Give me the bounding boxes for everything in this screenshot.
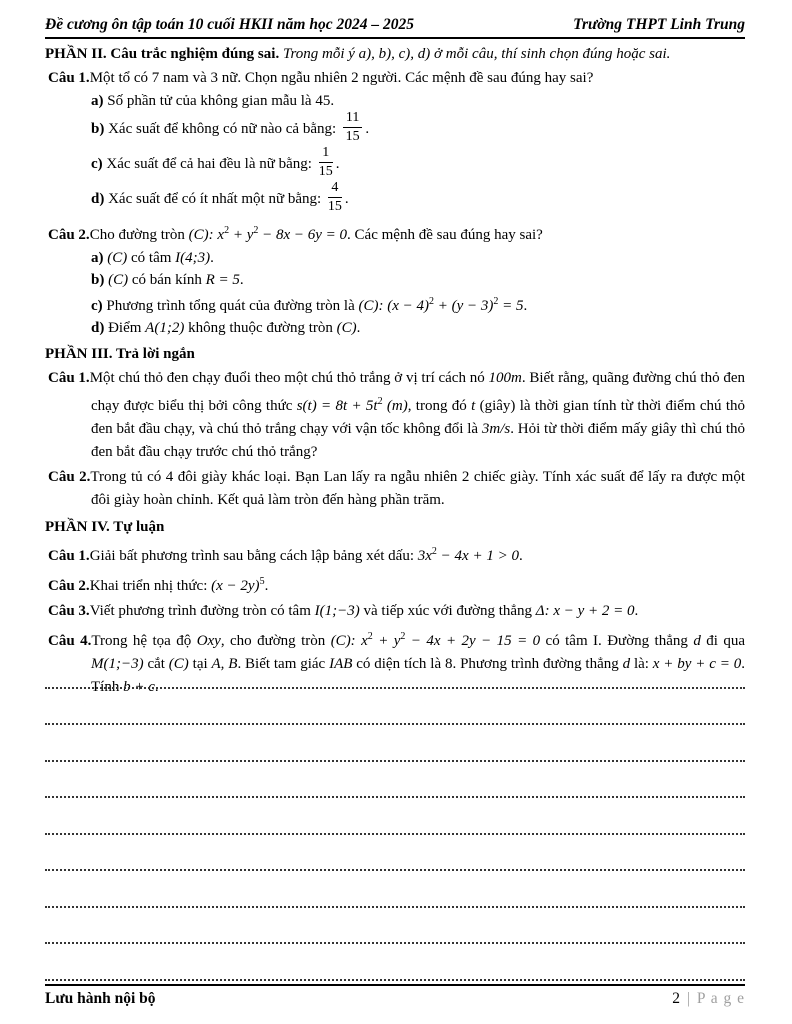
part2-question-1-c [91,147,745,182]
text-run: Một tổ có 7 nam và 3 nữ. Chọn ngẫu nhiên 2 người. Các mệnh đề sau đúng hay sai? [89,70,594,86]
text-run: A(1;2) [145,320,185,336]
text-run: Câu 2. [48,227,90,243]
footer-note: Lưu hành nội bộ [45,990,156,1007]
text-run: Giải bất phương trình sau bằng cách lập bảng xét dấu: [89,548,418,564]
text-run: Xác suất để cả hai đều là nữ bằng: [106,155,316,172]
fraction [343,110,362,145]
text-run: 2 [377,396,383,407]
text-run: Điểm [108,320,146,336]
text-run: có tâm [127,250,176,266]
text-run: . [634,603,639,619]
text-run: , trong đó [407,398,472,414]
text-run: − 4x + 2y − 15 = 0 [405,633,541,649]
text-run: Câu 3. [48,603,90,619]
text-run: − 8x − 6y = 0 [258,227,348,243]
text-run: Khai triển nhị thức: [89,578,212,594]
text-run: Phương trình tổng quát của đường tròn là [106,298,359,314]
text-run: (x − 2y) [211,578,260,594]
text-run: c) [91,298,107,314]
text-run: PHẦN II. Câu trắc nghiệm đúng sai. [45,46,283,62]
text-run: Trong tủ có 4 đôi giày khác loại. Bạn Lan lấy ra ngẫu nhiên 2 chiếc giày. Tính xác suất để lấy ra được một đôi giày hoàn chỉnh. Kết quả làm tròn đến hàng phần trăm. [90,469,745,508]
text-run: 2 [367,631,373,642]
text-run: Viết phương trình đường tròn có tâm [89,603,315,619]
text-run: (C) [108,272,129,288]
text-run: Oxy [196,633,221,649]
text-run: R = 5 [205,272,240,288]
text-run: 2 [224,225,230,236]
text-run: IAB [329,656,353,672]
part2-question-2 [45,219,745,247]
page-number: 2 [672,990,680,1007]
text-run: . [518,548,523,564]
text-run: (C): (x − 4) [358,298,430,314]
text-run: 2 [431,546,437,557]
text-run: M(1;−3) [91,656,144,672]
header-school: Trường THPT Linh Trung [573,16,745,33]
fraction-denominator: 15 [345,129,360,144]
text-run: đi qua [700,633,745,649]
text-run: (C) [336,320,357,336]
text-run: . [210,250,214,266]
part2-question-2-a [91,247,745,269]
text-run: d) [91,320,109,336]
text-run: (C): x [188,227,225,243]
text-run: d) [91,190,109,207]
text-run: , cho đường tròn [220,633,331,649]
text-run: Xác suất để có ít nhất một nữ bằng: [108,190,325,207]
text-run: b) [91,120,109,137]
text-run: Câu 1. [48,548,90,564]
part2-question-1 [45,67,745,90]
text-run: d [622,656,631,672]
page-header [45,16,745,39]
text-run: d [693,633,701,649]
part4-question-2 [45,570,745,598]
text-run: I(4;3) [175,250,211,266]
text-run: cắt [143,656,169,672]
fraction-numerator: 11 [343,110,362,128]
text-run: 5 [259,576,265,587]
text-run: 100m [488,370,522,386]
text-run: Cho đường tròn [89,227,189,243]
text-run: Câu 2. [48,578,90,594]
part2-question-2-c [91,291,745,317]
fraction-numerator: 1 [319,145,333,163]
part4-question-3 [45,600,745,623]
text-run: (C) [168,656,189,672]
text-run: A, B [211,656,238,672]
document-body [45,44,745,699]
text-run: (C): x [330,633,368,649]
footer-page-indicator [672,990,745,1008]
text-run: Số phần tử của không gian mẫu là 45. [107,93,335,109]
text-run: . [365,120,370,137]
text-run: có tâm I. Đường thẳng [540,633,694,649]
text-run: b) [91,272,109,288]
text-run: 2 [493,296,499,307]
text-run: + y [229,227,254,243]
text-run: x + by + c = 0 [652,656,742,672]
answer-line [45,762,745,799]
text-run: + y [372,633,401,649]
text-run: 2 [253,225,259,236]
text-run: c) [91,155,107,172]
text-run: . [239,272,244,288]
fraction-denominator: 15 [318,164,333,179]
answer-line [45,944,745,981]
part3-heading [45,344,745,365]
text-run: PHẦN III. Trả lời ngắn [45,346,195,362]
part3-question-1 [45,367,745,464]
text-run: a) [91,250,108,266]
text-run: có diện tích là 8. Phương trình đường thẳng [352,656,623,672]
fraction [319,145,333,180]
fraction [328,180,342,215]
text-run: Câu 1. [48,370,90,386]
text-run: . Biết rằng, quãng đường chú thỏ đen chạy được biểu thị bởi công thức [91,370,745,414]
text-run: I(1;−3) [314,603,360,619]
answer-line [45,689,745,726]
text-run: Trong mỗi ý a), b), c), d) ở mỗi câu, thí sinh chọn đúng hoặc sai. [282,46,671,62]
text-run: . Biết tam giác [237,656,330,672]
text-run: b + c [123,679,155,695]
text-run: và tiếp xúc với đường thẳng [359,603,536,619]
text-run: − 4x + 1 > 0 [436,548,519,564]
text-run: không thuộc đường tròn [184,320,337,336]
text-run: . Hỏi từ thời điểm mấy giây thì chú thỏ đen bắt đầu chạy trước chú thỏ trắng? [91,421,745,460]
page-footer [45,984,745,1008]
text-run: = 5 [498,298,524,314]
header-title: Đề cương ôn tập toán 10 cuối HKII năm học 2024 – 2025 [45,16,414,33]
text-run: t [471,398,476,414]
text-run: . [344,190,349,207]
part4-heading [45,517,745,538]
text-run: a) [91,93,108,109]
answer-line [45,798,745,835]
part3-question-2 [45,466,745,512]
part2-question-1-a [91,90,745,112]
text-run: (m) [382,398,408,414]
page-word: P a g e [696,990,745,1007]
text-run: có bán kính [128,272,206,288]
part4-question-1 [45,540,745,568]
text-run: Trong hệ tọa độ [91,633,197,649]
fraction-denominator: 15 [327,199,342,214]
text-run: 2 [429,296,435,307]
text-run: . [523,298,528,314]
text-run: (giây) là thời gian tính từ thời điểm chú thỏ đen bắt đầu chạy, và chú thỏ trắng chạy với vận tốc không đổi là [91,398,745,437]
answer-lines [45,652,745,981]
text-run: tại [188,656,212,672]
part2-question-1-d [91,182,745,217]
text-run: là: [630,656,653,672]
text-run: 3x [417,548,432,564]
answer-line [45,652,745,689]
text-run: Δ: x − y + 2 = 0 [535,603,635,619]
text-run: 3m/s [481,421,511,437]
text-run: (C) [107,250,128,266]
text-run: . Các mệnh đề sau đúng hay sai? [347,227,543,243]
text-run: Câu 4. [48,633,92,649]
fraction-numerator: 4 [328,180,342,198]
text-run: . [335,155,340,172]
part2-question-2-d [91,317,745,339]
answer-line [45,835,745,872]
text-run: s(t) = 8t + 5t [296,398,378,414]
text-run: . [264,578,269,594]
answer-line [45,725,745,762]
text-run: Câu 1. [48,70,90,86]
text-run: . [356,320,361,336]
text-run: Xác suất để không có nữ nào cả bằng: [108,120,340,137]
text-run: 2 [400,631,406,642]
text-run: PHẦN IV. Tự luận [45,519,165,535]
text-run: . Tính [91,656,745,695]
part2-heading [45,44,745,65]
text-run: Câu 2. [48,469,91,485]
part2-question-2-b [91,269,745,291]
answer-line [45,871,745,908]
page-separator: | [686,990,690,1007]
answer-line [45,908,745,945]
text-run: Một chú thỏ đen chạy đuổi theo một chú thỏ trắng ở vị trí cách nó [89,370,489,386]
text-run: + (y − 3) [434,298,494,314]
part2-question-1-b [91,112,745,147]
text-run: . [154,679,159,695]
